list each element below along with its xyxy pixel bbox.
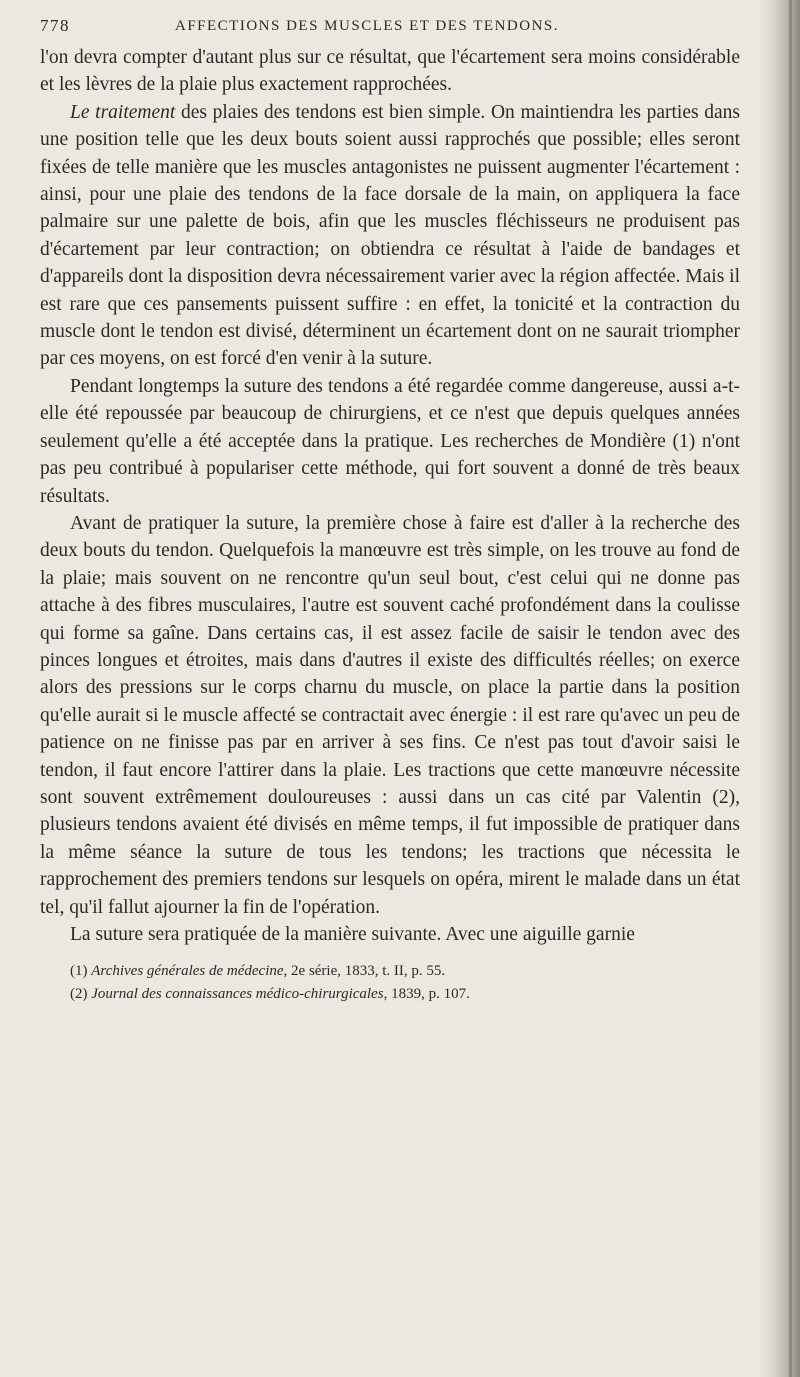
footnote-1-source: Archives générales de médecine xyxy=(91,963,284,980)
paragraph-2-text: des plaies des tendons est bien simple. On maintiendra les parties dans une position telle que les deux bouts soient aussi rapprochés que possible; elles seront fixées de telle manière que les muscles antagonistes ne puissent augmenter l'écartement : ainsi, pour une plaie des tendons de la face dorsale de la main, on appliquera la face palmaire sur une palette de bois, afin que les muscles fléchisseurs ne produisent pas d'écartement par leur contraction; on obtiendra ce résultat à l'aide de bandages et d'appareils dont la disposition devra nécessairement varier avec la région affectée. Mais il est rare que ces pansements puissent suffire : en effet, la tonicité et la contraction du muscle dont le tendon est divisé, déterminent un écartement dont on ne saurait triompher par ces moyens, on est forcé d'en venir à la suture. xyxy=(40,101,741,370)
footnotes xyxy=(40,960,740,1006)
paragraph-3-text: Pendant longtemps la suture des tendons a été regardée comme dangereuse, aussi a-t-elle été repoussée par beaucoup de chirurgiens, et ce n'est que depuis quelques années seulement qu'elle a été acceptée dans la pratique. Les recherches de Mondière (1) n'ont pas peu contribué à populariser cette méthode, qui fort souvent a donné de très beaux résultats. xyxy=(40,375,740,507)
footnote-2-source: Journal des connaissances médico-chirurgicales xyxy=(91,986,384,1003)
paragraph-1 xyxy=(40,44,740,99)
footnote-1 xyxy=(40,960,740,983)
footnote-2-rest: , 1839, p. 107. xyxy=(383,986,470,1003)
running-title: AFFECTIONS DES MUSCLES ET DES TENDONS. xyxy=(175,18,559,34)
footnote-1-marker: (1) xyxy=(70,963,92,980)
paragraph-2-lead: Le traitement xyxy=(70,101,176,123)
paragraph-4-text: Avant de pratiquer la suture, la première chose à faire est d'aller à la recherche des deux bouts du tendon. Quelquefois la manœuvre est très simple, on les trouve au fond de la plaie; mais souvent on ne rencontre qu'un seul bout, c'est celui qui ne donne pas attache à des fibres musculaires, l'autre est souvent caché profondément dans la coulisse qui forme sa gaîne. Dans certains cas, il est assez facile de saisir le tendon avec des pinces longues et étroites, mais dans d'autres il existe des difficultés réelles; on exerce alors des pressions sur le corps charnu du muscle, on place la partie dans la position qu'elle aurait si le muscle affecté se contractait avec énergie : il est rare qu'avec un peu de patience on ne finisse pas par en arriver à ses fins. Ce n'est pas tout d'avoir saisi le tendon, il faut encore l'attirer dans la plaie. Les tractions que cette manœuvre nécessite sont souvent extrêmement douloureuses : aussi dans un cas cité par Valentin (2), plusieurs tendons avaient été divisés en même temps, il fut impossible de pratiquer dans la même séance la suture de tous les tendons; les tractions que nécessita le rapprochement des premiers tendons sur lesquels on opéra, mirent le malade dans un état tel, qu'il fallut ajourner la fin de l'opération. xyxy=(40,512,740,918)
paragraph-1-text: l'on devra compter d'autant plus sur ce résultat, que l'écartement sera moins considérable et les lèvres de la plaie plus exactement rapprochées. xyxy=(40,47,740,96)
binding-edge-shadow xyxy=(758,0,800,1377)
page-number: 778 xyxy=(40,16,70,35)
paragraph-3 xyxy=(40,373,740,510)
paragraph-5-text: La suture sera pratiquée de la manière suivante. Avec une aiguille garnie xyxy=(70,924,635,945)
paragraph-5 xyxy=(40,921,740,948)
footnote-1-rest: , 2e série, 1833, t. II, p. 55. xyxy=(283,963,446,980)
paragraph-4 xyxy=(40,510,740,921)
footnote-2 xyxy=(40,983,740,1006)
page-content xyxy=(40,14,740,1006)
paragraph-2 xyxy=(40,99,740,373)
footnote-2-marker: (2) xyxy=(70,986,92,1003)
binding-edge-line xyxy=(789,0,792,1377)
page-header xyxy=(40,14,740,40)
